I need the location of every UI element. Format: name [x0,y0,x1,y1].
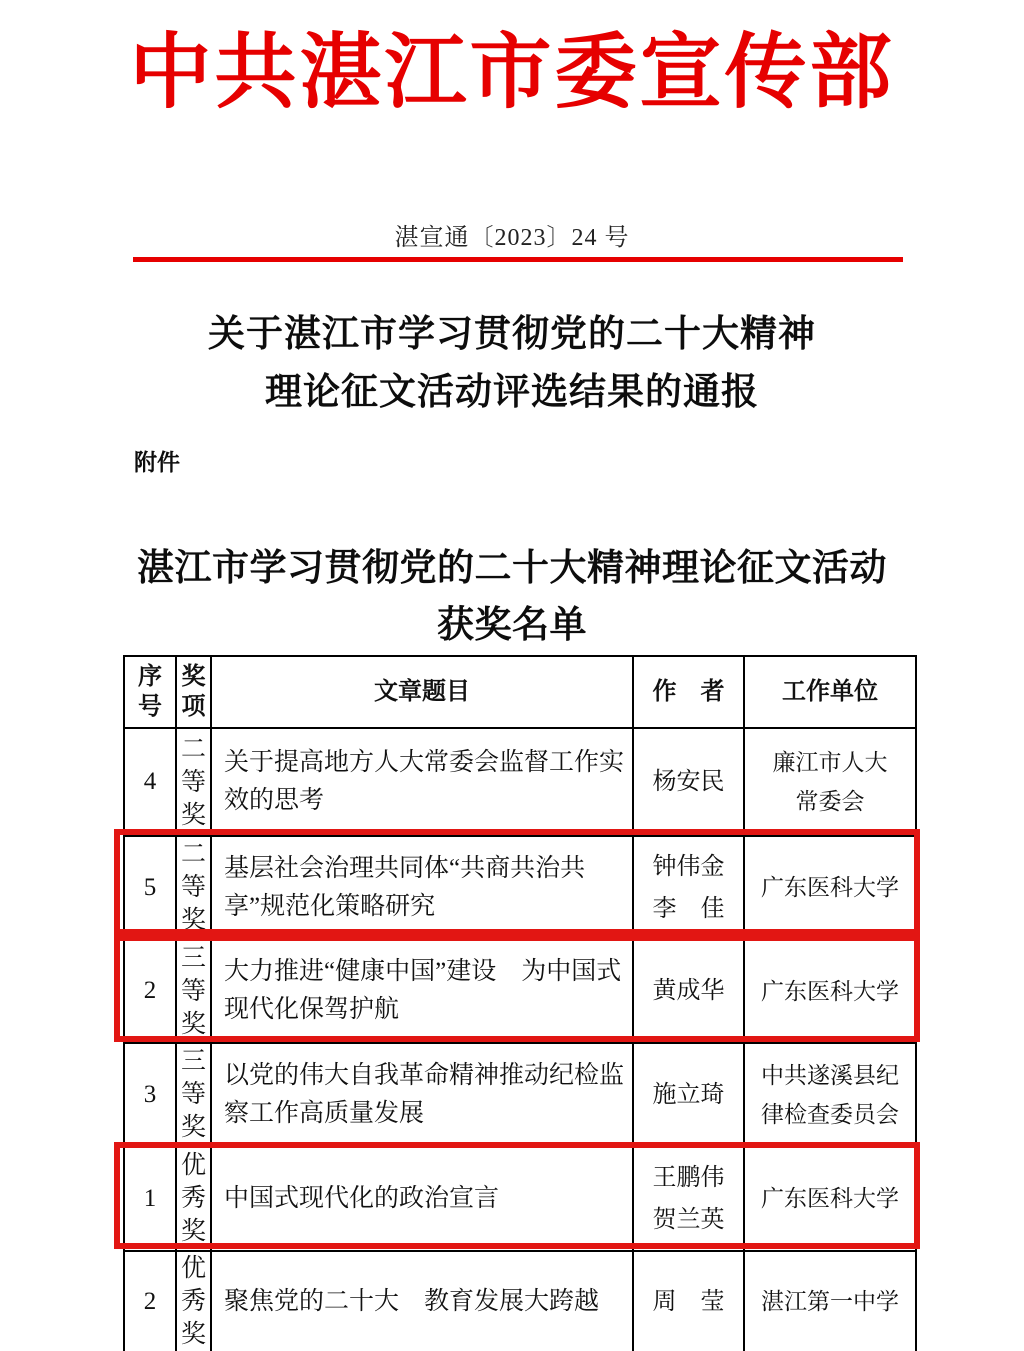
table-row [124,1251,916,1351]
cell-title: 关于提高地方人大常委会监督工作实效的思考 [211,728,633,836]
table-row [124,1043,916,1146]
notice-title [0,306,1024,422]
cell-award: 三等奖 [176,939,211,1043]
cell-title: 大力推进“健康中国”建设 为中国式现代化保驾护航 [211,939,633,1043]
cell-index: 2 [124,939,176,1043]
cell-author: 施立琦 [633,1043,744,1146]
cell-unit: 广东医科大学 [744,939,916,1043]
cell-award: 二等奖 [176,728,211,836]
cell-award: 三等奖 [176,1043,211,1146]
table-row [124,939,916,1043]
col-header-award: 奖项 [176,656,211,728]
table-row [124,1146,916,1251]
attachment-label: 附件 [134,449,180,475]
cell-index: 4 [124,728,176,836]
cell-author: 杨安民 [633,728,744,836]
cell-index: 2 [124,1251,176,1351]
doc-number: 湛宣通〔2023〕24 号 [394,225,630,251]
notice-title-line-1: 关于湛江市学习贯彻党的二十大精神 [208,314,816,355]
cell-title: 以党的伟大自我革命精神推动纪检监察工作高质量发展 [211,1043,633,1146]
cell-author: 王鹏伟 贺兰英 [633,1146,744,1251]
col-header-author: 作 者 [633,656,744,728]
table-header-row [124,656,916,728]
cell-index: 3 [124,1043,176,1146]
cell-unit: 廉江市人大 常委会 [744,728,916,836]
award-list-title-line-2: 获奖名单 [437,605,587,646]
cell-unit: 湛江第一中学 [744,1251,916,1351]
award-list-title-line-1: 湛江市学习贯彻党的二十大精神理论征文活动 [137,548,887,589]
cell-author: 周 莹 [633,1251,744,1351]
cell-author: 钟伟金 李 佳 [633,836,744,939]
col-header-title: 文章题目 [211,656,633,728]
cell-unit: 广东医科大学 [744,836,916,939]
cell-index: 1 [124,1146,176,1251]
award-table [123,655,917,1351]
award-list-title [0,540,1024,654]
org-title: 中共湛江市委宣传部 [129,27,895,118]
table-row [124,728,916,836]
cell-award: 优秀奖 [176,1251,211,1351]
red-divider-line [133,257,903,262]
cell-index: 5 [124,836,176,939]
cell-title: 基层社会治理共同体“共商共治共享”规范化策略研究 [211,836,633,939]
notice-title-line-2: 理论征文活动评选结果的通报 [265,372,759,413]
cell-title: 中国式现代化的政治宣言 [211,1146,633,1251]
cell-unit: 广东医科大学 [744,1146,916,1251]
col-header-index: 序号 [124,656,176,728]
table-row [124,836,916,939]
cell-author: 黄成华 [633,939,744,1043]
cell-title: 聚焦党的二十大 教育发展大跨越 [211,1251,633,1351]
cell-award: 优秀奖 [176,1146,211,1251]
col-header-unit: 工作单位 [744,656,916,728]
cell-unit: 中共遂溪县纪 律检查委员会 [744,1043,916,1146]
cell-award: 二等奖 [176,836,211,939]
